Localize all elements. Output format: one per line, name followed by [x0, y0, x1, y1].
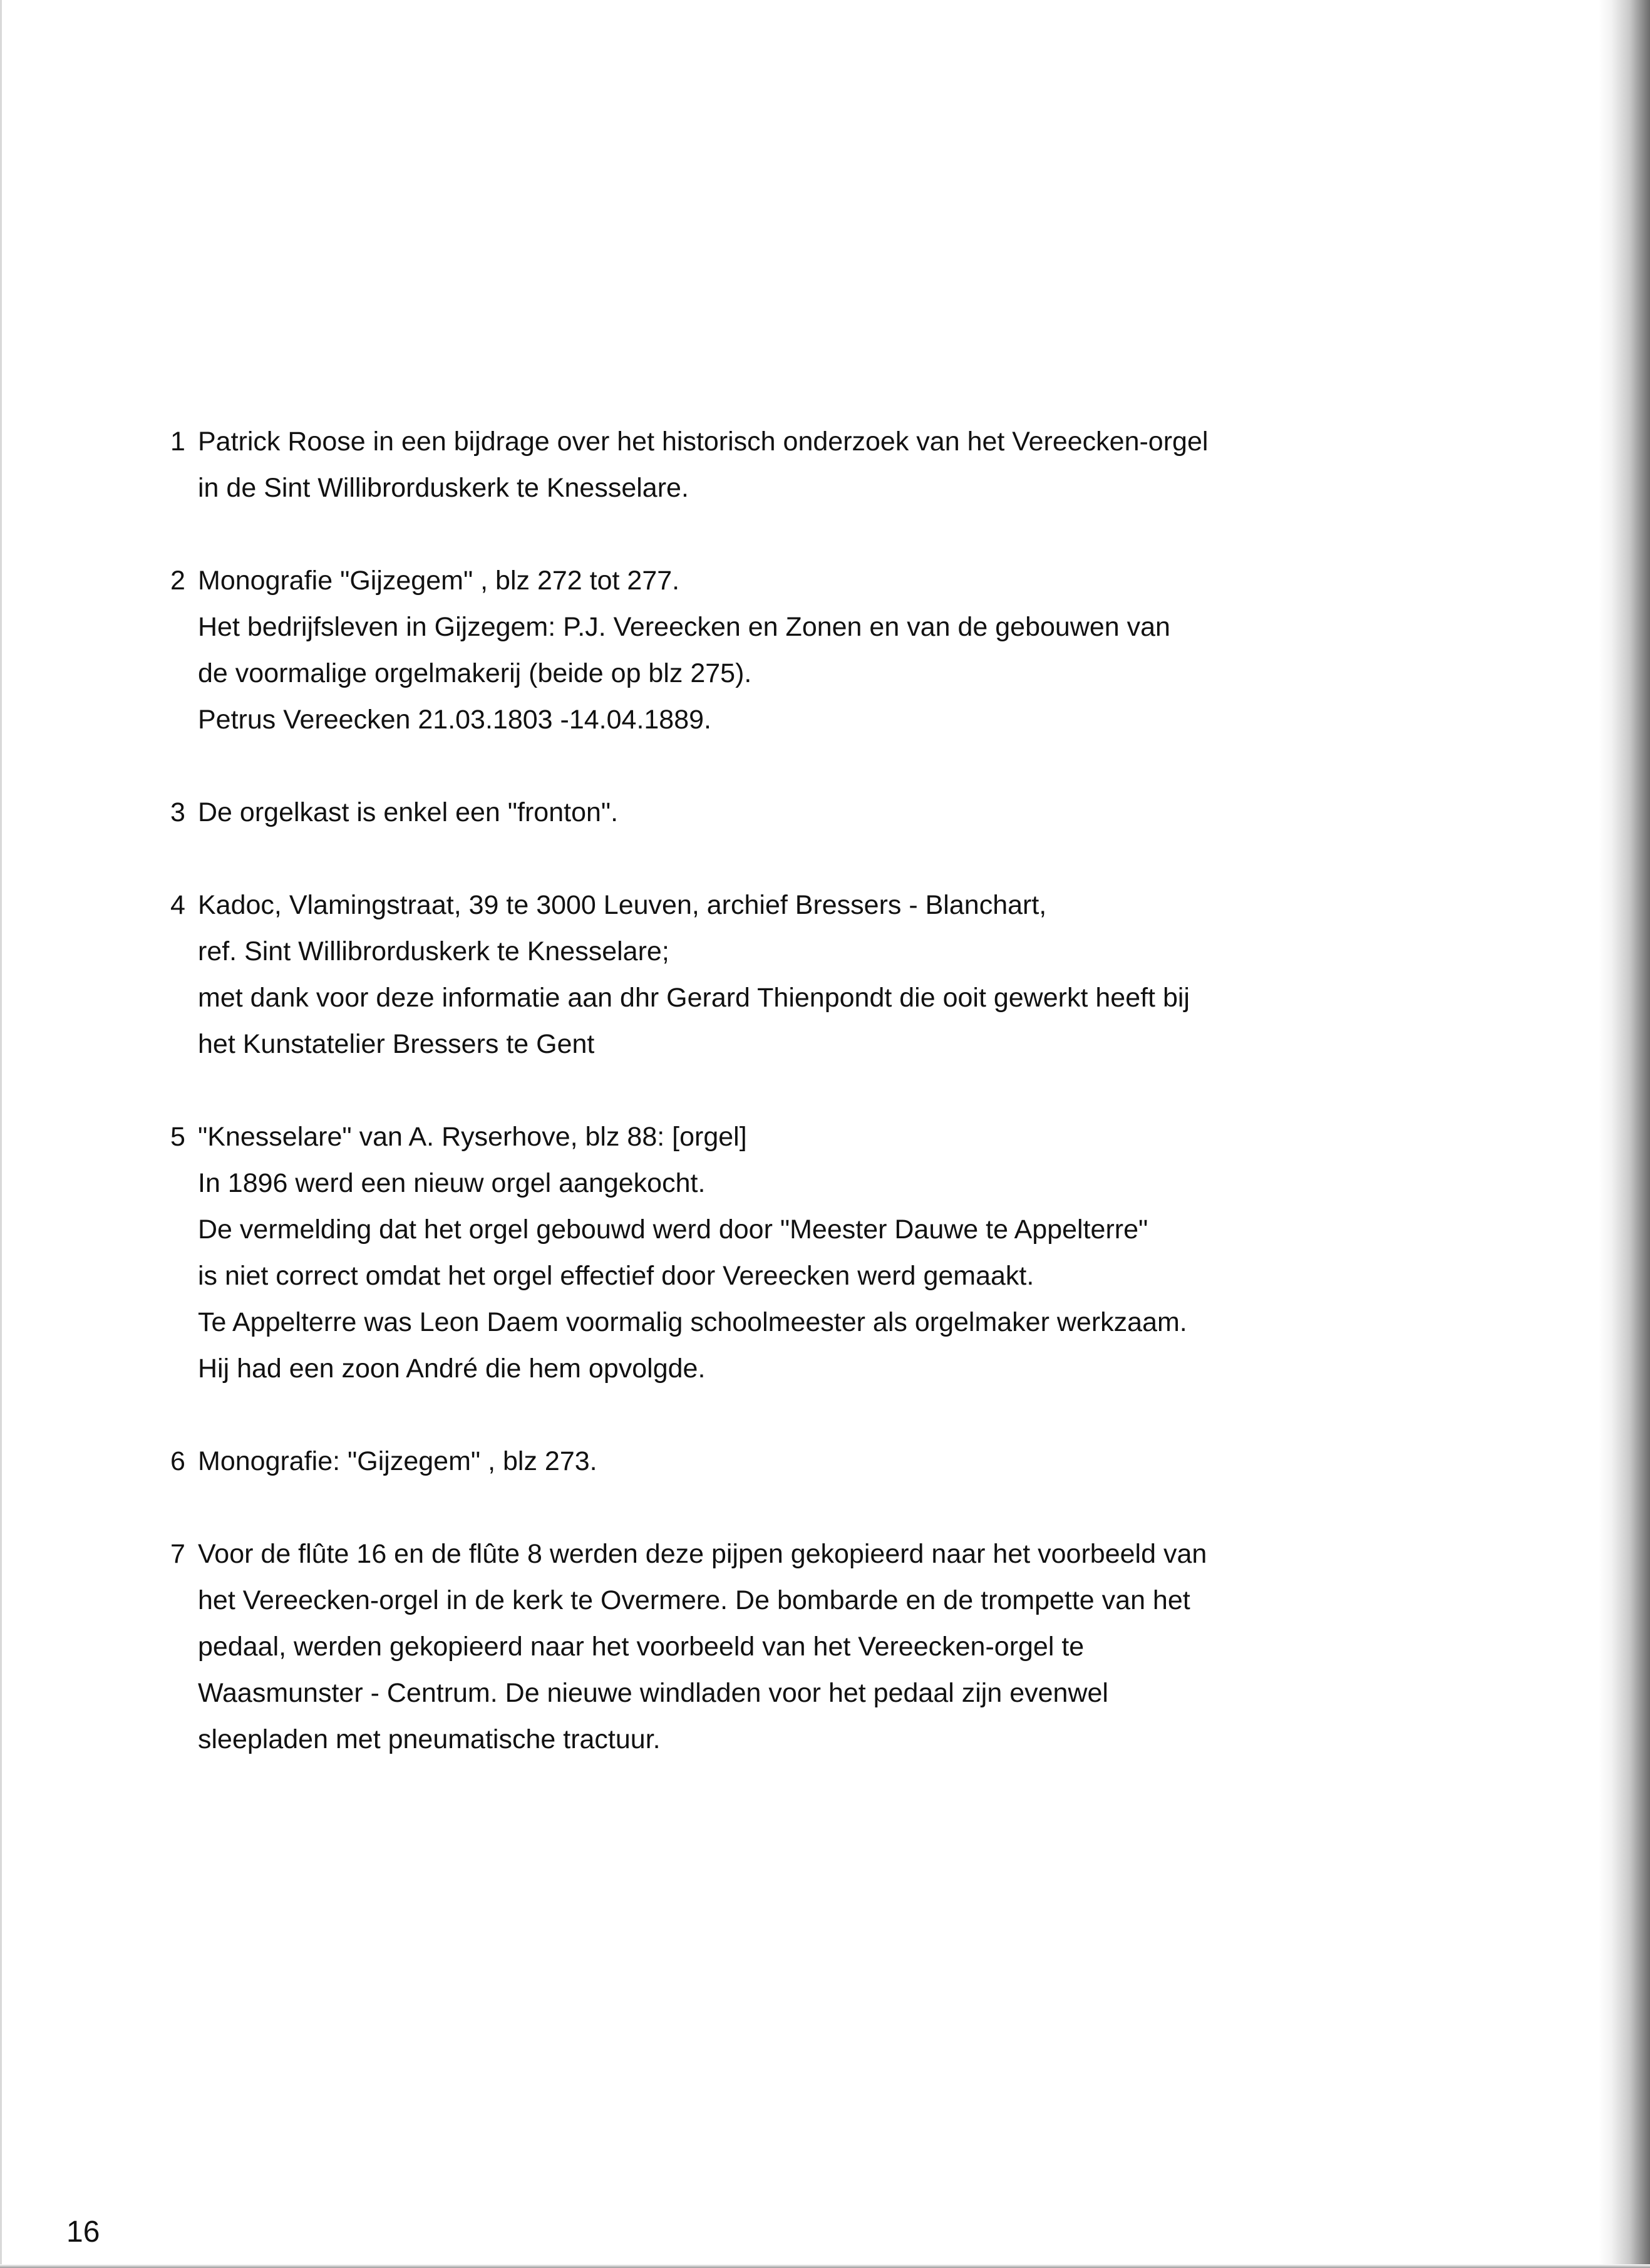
footnote-number: 2 — [170, 566, 185, 596]
footnote-line: Patrick Roose in een bijdrage over het historisch onderzoek van het Vereecken-orgel — [198, 427, 1209, 457]
footnote-line: De vermelding dat het orgel gebouwd werd door "Meester Dauwe te Appelterre" — [198, 1214, 1148, 1245]
footnote-7 — [170, 1531, 1517, 1763]
footnote-line: in de Sint Willibrorduskerk te Knesselare. — [198, 473, 689, 503]
footnote-3 — [170, 789, 1517, 836]
footnote-text — [198, 418, 1517, 511]
footnote-line: Monografie "Gijzegem" , blz 272 tot 277. — [198, 566, 680, 596]
footnote-line: Voor de flûte 16 en de flûte 8 werden deze pijpen gekopieerd naar het voorbeeld van — [198, 1539, 1207, 1569]
footnote-line: ref. Sint Willibrorduskerk te Knesselare; — [198, 936, 669, 966]
footnote-line: Kadoc, Vlamingstraat, 39 te 3000 Leuven, archief Bressers - Blanchart, — [198, 890, 1047, 920]
footnote-text — [198, 1531, 1517, 1763]
page-number: 16 — [66, 2215, 100, 2249]
footnote-number: 6 — [170, 1446, 185, 1476]
footnote-line: pedaal, werden gekopieerd naar het voorbeeld van het Vereecken-orgel te — [198, 1632, 1085, 1662]
footnote-text — [198, 882, 1517, 1067]
footnote-line: "Knesselare" van A. Ryserhove, blz 88: [orgel] — [198, 1122, 747, 1152]
footnote-line: het Vereecken-orgel in de kerk te Overmere. De bombarde en de trompette van het — [198, 1585, 1190, 1615]
footnote-line: Petrus Vereecken 21.03.1803 -14.04.1889. — [198, 705, 712, 735]
footnotes-list — [170, 418, 1517, 1809]
footnote-number: 1 — [170, 427, 185, 457]
footnote-5 — [170, 1114, 1517, 1392]
page-bottom-edge — [0, 2264, 1650, 2268]
footnote-6 — [170, 1438, 1517, 1484]
footnote-line: het Kunstatelier Bressers te Gent — [198, 1029, 595, 1059]
footnote-1 — [170, 418, 1517, 511]
footnote-4 — [170, 882, 1517, 1067]
footnote-line: In 1896 werd een nieuw orgel aangekocht. — [198, 1168, 706, 1198]
footnote-text — [198, 1114, 1517, 1392]
footnote-line: Het bedrijfsleven in Gijzegem: P.J. Vereecken en Zonen en van de gebouwen van — [198, 612, 1170, 642]
footnote-line: De orgelkast is enkel een "fronton". — [198, 797, 619, 827]
footnote-line: sleepladen met pneumatische tractuur. — [198, 1724, 661, 1754]
page-binding-shadow — [1599, 0, 1650, 2268]
footnote-line: Te Appelterre was Leon Daem voormalig schoolmeester als orgelmaker werkzaam. — [198, 1307, 1187, 1337]
footnote-2 — [170, 557, 1517, 743]
footnote-text — [198, 789, 1517, 836]
footnote-number: 5 — [170, 1122, 185, 1152]
footnote-number: 3 — [170, 797, 185, 827]
footnote-text — [198, 1438, 1517, 1484]
footnote-line: Hij had een zoon André die hem opvolgde. — [198, 1354, 706, 1384]
page-left-edge — [0, 0, 2, 2268]
footnote-line: Waasmunster - Centrum. De nieuwe windladen voor het pedaal zijn evenwel — [198, 1678, 1108, 1708]
footnote-number: 4 — [170, 890, 185, 920]
footnote-line: met dank voor deze informatie aan dhr Gerard Thienpondt die ooit gewerkt heeft bij — [198, 983, 1190, 1013]
footnote-line: is niet correct omdat het orgel effectief door Vereecken werd gemaakt. — [198, 1261, 1034, 1291]
footnote-text — [198, 557, 1517, 743]
footnote-number: 7 — [170, 1539, 185, 1569]
footnote-line: de voormalige orgelmakerij (beide op blz 275). — [198, 658, 752, 688]
footnote-line: Monografie: "Gijzegem" , blz 273. — [198, 1446, 597, 1476]
